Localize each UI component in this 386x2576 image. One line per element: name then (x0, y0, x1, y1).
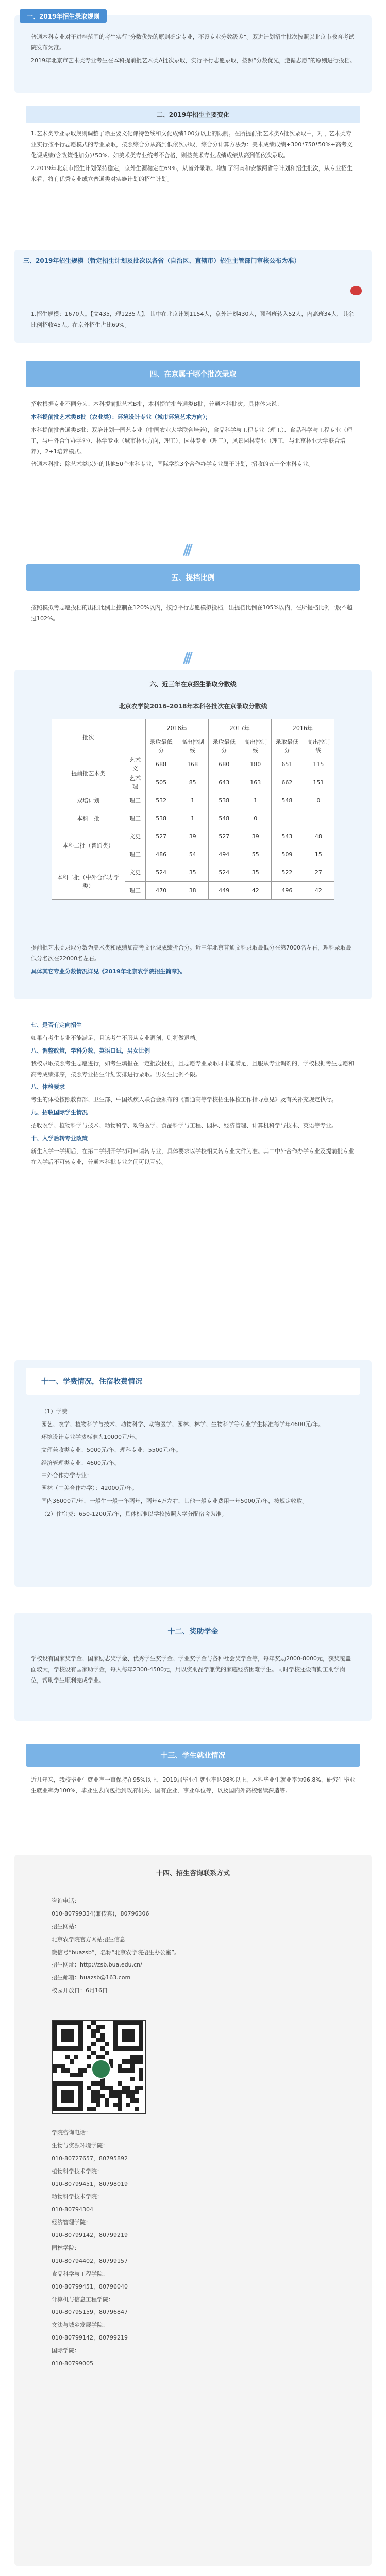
table-row (52, 809, 334, 827)
college-line: 文法与城乡发展学院： (52, 2321, 108, 2329)
qr-module (91, 2107, 95, 2111)
section-2-title (26, 106, 360, 123)
college-line: 010-80795159，80796847 (52, 2309, 128, 2316)
cell: 680 (208, 755, 240, 773)
qr-module (53, 2064, 57, 2068)
cell: 180 (240, 755, 271, 773)
qr-module (118, 2064, 122, 2068)
fee-line: （2）住宿费：650-1200元/年，具体标准以学校按照入学分配宿舍为准。 (41, 1511, 227, 1518)
qr-module (74, 2055, 78, 2059)
section-12-banner (26, 1618, 360, 1645)
cell-cat: 理工 (125, 809, 145, 827)
cell (303, 809, 334, 827)
qr-module (100, 2094, 104, 2098)
qr-module (100, 2025, 104, 2029)
qr-module (53, 2068, 57, 2072)
qr-module (100, 2033, 104, 2038)
college-line: 010-80794402，80799157 (52, 2257, 128, 2264)
section-6-banner-text: 六、近三年在京招生录取分数线 (149, 680, 237, 688)
cell-batch: 提前批艺术类 (52, 755, 125, 791)
item-title: 九、招收国际学生情况 (31, 1109, 88, 1116)
cell: 39 (177, 827, 208, 845)
cell: 27 (303, 863, 334, 882)
section-14-title (26, 1868, 360, 1880)
qr-module (87, 2046, 91, 2050)
college-line: 010-80794304 (52, 2206, 93, 2213)
cell: 0 (240, 809, 271, 827)
cell-cat: 文史 (125, 863, 145, 882)
qr-module (96, 2098, 100, 2103)
cell: 1 (177, 791, 208, 809)
qr-module (122, 2090, 126, 2094)
qr-module (96, 2025, 100, 2029)
cell: 509 (271, 845, 303, 863)
qr-module (70, 2059, 74, 2063)
college-line: 食品科学与工程学院： (52, 2270, 108, 2277)
qr-module (100, 2038, 104, 2042)
qr-module (91, 2029, 95, 2033)
qr-module (78, 2068, 82, 2072)
qr-module (87, 2086, 91, 2090)
section-7-text (31, 1020, 356, 1170)
table-title: 北京农学院2016-2018年本科各批次在京录取分数线 (119, 703, 267, 710)
contact-line: 北京农学院官方网站招生信息 (52, 1936, 125, 1943)
item-text: 招收农学、植物科学与技术、动物科学、动物医学、食品科学与工程、园林、经济管理、计算机科学与技术、英语等专业。 (31, 1122, 337, 1129)
header-min: 录取最低分 (271, 737, 303, 755)
contact-line: 校园开放日：6月16日 (52, 1987, 108, 1994)
scholarship-para: 学校设有国家奖学金、国家励志奖学金、优秀学生奖学金、学业奖学金与各种社会奖学金等，每年奖励2000-8000元，获奖覆盖面较大，学校设有国家助学金，每人每年2300-4500元，用以资助品学兼优的家庭经济困难学生。同时学校还设有勤工助学岗位，帮助学生顺利完成学业。 (31, 1655, 351, 1684)
qr-module (130, 2077, 135, 2081)
contact-line[interactable]: 招生邮箱：buazsb@163.com (52, 1974, 131, 1981)
college-line: 010-80799142，80799219 (52, 2232, 128, 2239)
section-5-text (31, 603, 356, 626)
qr-module (130, 2059, 135, 2063)
cell: 527 (145, 827, 177, 845)
section-5-banner (26, 564, 360, 591)
qr-module (139, 2059, 143, 2063)
section-3-title-text: 三、2019年招生规模（暂定招生计划及批次以各省（自治区、直辖市）招生主管部门审核公布为准） (23, 257, 300, 264)
slash-divider-icon: /// (183, 541, 190, 558)
qr-module (139, 2077, 143, 2081)
section-14-colleges (52, 2128, 340, 2371)
section-1-para: 普通本科专业对于进档范围的考生实行“分数优先的原则确定专业，不设专业分数级差”。双进计划招生批次按照以北京市教育考试院发布为准。 (31, 33, 355, 51)
qr-module (109, 2094, 113, 2098)
section-4-para: 招收根据专业不同分为：本科提前批艺术B批，本科提前批普通类B批，普通本科批次。具体体来说： (31, 401, 283, 408)
qr-module (91, 2094, 95, 2098)
college-line: 生物与资源环境学院： (52, 2142, 108, 2149)
qr-module (96, 2103, 100, 2107)
header-batch: 批次 (52, 719, 125, 755)
qr-module (122, 2059, 126, 2063)
qr-module (96, 2090, 100, 2094)
section-13-text (31, 1775, 356, 1799)
section-1-pill-text: 一、2019年招生录取规则 (27, 12, 100, 20)
contact-line[interactable]: 招生网址：http://zsb.bua.edu.cn/ (52, 1961, 142, 1969)
section-11-text (41, 1406, 350, 1522)
header-over: 高出控制线 (303, 737, 334, 755)
qr-module (135, 2090, 139, 2094)
college-line: 010-80799451，80798019 (52, 2180, 128, 2188)
cell: 688 (145, 755, 177, 773)
section-5-para: 按照模拟考志愿投档的出档比例上控制在120%以内，按照平行志愿模拟投档，出提档比例在105%以内，在所提档比例一般不超过102%。 (31, 604, 353, 622)
cell: 39 (240, 827, 271, 845)
qr-module (105, 2098, 109, 2103)
college-line: 经济管理学院： (52, 2219, 91, 2226)
qr-module (135, 2107, 139, 2111)
fee-line: 环境设计专业学费标准为10000元/年。 (41, 1433, 141, 1440)
cell: 1 (177, 809, 208, 827)
fee-line: 中外合作办学专业： (41, 1472, 92, 1479)
qr-code-icon (52, 2020, 146, 2114)
cell-cat: 艺术理 (125, 773, 145, 791)
cell: 48 (303, 827, 334, 845)
qr-module (130, 2055, 135, 2059)
section-3-text (31, 309, 356, 333)
cell-cat: 理工 (125, 845, 145, 863)
qr-module (139, 2073, 143, 2077)
qr-module (130, 2064, 135, 2068)
cell: 505 (145, 773, 177, 791)
contact-title: 十四、招生咨询联系方式 (156, 1870, 230, 1877)
fee-line: 经济管理类专业：4600元/年。 (41, 1459, 120, 1466)
qr-module (109, 2059, 113, 2063)
section-12-banner-text: 十二、奖助学金 (167, 1628, 219, 1636)
qr-logo-icon (91, 2059, 111, 2079)
college-line: 010-80799451，80796040 (52, 2283, 128, 2290)
item-title: 七、是否有定向招生 (31, 1022, 82, 1028)
contact-line: 咨询电话： (52, 1897, 80, 1904)
qr-module (126, 2068, 130, 2072)
cell-batch: 本科二批（普通类） (52, 827, 125, 863)
cell: 38 (177, 882, 208, 900)
cell: 651 (271, 755, 303, 773)
qr-module (135, 2086, 139, 2090)
qr-module (91, 2051, 95, 2055)
table-row (52, 755, 334, 773)
section-13-banner (26, 1744, 360, 1767)
cell: 524 (145, 863, 177, 882)
cell: 548 (271, 791, 303, 809)
cell: 54 (177, 845, 208, 863)
cell: 168 (177, 755, 208, 773)
header-over: 高出控制线 (177, 737, 208, 755)
item-text: 如果有考生专业不能满足，且该考生不服从专业调剂，则将做退档。 (31, 1034, 201, 1041)
qr-module (122, 2068, 126, 2072)
qr-module (130, 2090, 135, 2094)
section-4-banner (26, 361, 360, 387)
section-13-banner-text: 十三、学生就业情况 (160, 1752, 226, 1760)
table-header-row (52, 719, 334, 737)
cell: 538 (208, 791, 240, 809)
section-12-text (31, 1654, 356, 1688)
qr-module (126, 2086, 130, 2090)
cell: 543 (271, 827, 303, 845)
qr-module (100, 2086, 104, 2090)
qr-module (61, 2064, 65, 2068)
header-min: 录取最低分 (208, 737, 240, 755)
college-line: 动物科学技术学院： (52, 2193, 103, 2200)
cell: 35 (177, 863, 208, 882)
cell: 524 (208, 863, 240, 882)
qr-module (87, 2025, 91, 2029)
college-line: 园林学院： (52, 2245, 80, 2252)
qr-module (126, 2094, 130, 2098)
cell: 0 (303, 791, 334, 809)
qr-finder-mark (61, 2090, 74, 2103)
cell: 496 (271, 882, 303, 900)
section-2-title-text: 二、2019年招生主要变化 (156, 111, 230, 118)
cell: 85 (177, 773, 208, 791)
header-2017: 2017年 (208, 719, 271, 737)
fee-line: 国内36000元/年，一般生一般一年两年，两年4万左右，其他一般专业费用一年5000元/年，按规定收取。 (41, 1498, 308, 1505)
section-4-text (31, 399, 356, 472)
section-3-title (23, 255, 343, 267)
section-6-table-title (52, 701, 334, 713)
fee-line: （1）学费 (41, 1408, 68, 1415)
qr-module (113, 2094, 117, 2098)
qr-module (91, 2021, 95, 2025)
qr-module (130, 2068, 135, 2072)
qr-module (126, 2103, 130, 2107)
cell: 151 (303, 773, 334, 791)
header-2018: 2018年 (145, 719, 208, 737)
cell: 548 (208, 809, 240, 827)
qr-module (61, 2068, 65, 2072)
fee-line: 园艺、农学、植物科学与技术、动物科学、动物医学、园林、林学、生物科学等专业学生标准每学年4600元/年。 (41, 1420, 324, 1428)
score-table (52, 719, 334, 900)
table-row (52, 791, 334, 809)
qr-module (130, 2094, 135, 2098)
cell: 470 (145, 882, 177, 900)
section-1-text (31, 32, 356, 69)
qr-module (74, 2073, 78, 2077)
fee-line: 园林（中美合作办学）：42000元/年。 (41, 1485, 138, 1492)
qr-module (83, 2068, 87, 2072)
qr-module (96, 2055, 100, 2059)
cell: 1 (240, 791, 271, 809)
section-14-contact (52, 1896, 340, 1998)
cell: 35 (240, 863, 271, 882)
cell: 15 (303, 845, 334, 863)
qr-module (105, 2103, 109, 2107)
cell: 532 (145, 791, 177, 809)
qr-module (118, 2094, 122, 2098)
cell: 527 (208, 827, 240, 845)
cell: 522 (271, 863, 303, 882)
header-over: 高出控制线 (240, 737, 271, 755)
qr-finder-mark (122, 2029, 135, 2042)
section-4-para: 本科提前批普通类B批：双培计划一园艺专业（中国农业大学联合培养），食品科学与工程专业（理工）、食品科学与工程专业（理工，与中外合作办学外）、林学专业（城市林业方向，理工），园林专业（理工），风景园林专业（理工，与北京林业大学联合培养），2+1培养模式。 (31, 426, 353, 455)
employment-para: 近几年来，我校毕业生就业率一直保持在95%以上，2019届毕业生就业率达98%以上，本科毕业生就业率为96.8%，研究生毕业生就业率为100%，毕业生去向包括到政府机关、国有企业、事业单位等，以及国内外高校继续深造等。 (31, 1776, 355, 1794)
table-row (52, 863, 334, 882)
qr-module (105, 2086, 109, 2090)
item-text: 我校录取按照考生志愿进行，如考生填报在一定批次投档，且志愿专业录取时未能满足，且服从专业调剂的，学校根据考生志愿和高考成绩排序，按照专业招生计划安排进行录取。男女生比例不限。 (31, 1060, 354, 1078)
table-note-2: 具体其它专业分数情况详见《2019年北京农学院招生简章》。 (31, 968, 186, 975)
cell: 42 (240, 882, 271, 900)
qr-module (87, 2107, 91, 2111)
cell: 486 (145, 845, 177, 863)
cell-cat: 理工 (125, 791, 145, 809)
qr-module (118, 2103, 122, 2107)
qr-module (135, 2055, 139, 2059)
qr-module (139, 2068, 143, 2072)
qr-module (105, 2051, 109, 2055)
section-4-para: 本科提前批艺术类B批（农业类）：环境设计专业（城市环境艺术方向）； (31, 413, 211, 420)
qr-module (100, 2046, 104, 2050)
section-6-banner (26, 675, 360, 692)
cell: 42 (303, 882, 334, 900)
contact-line: 招生网站： (52, 1923, 80, 1930)
qr-module (91, 2042, 95, 2046)
cell: 494 (208, 845, 240, 863)
section-11-banner-text: 十一、学费情况，住宿收费情况 (41, 1378, 142, 1386)
qr-module (87, 2055, 91, 2059)
qr-module (139, 2055, 143, 2059)
qr-module (96, 2094, 100, 2098)
section-6-note (31, 943, 356, 979)
header-category (125, 719, 145, 755)
qr-module (113, 2103, 117, 2107)
cell (271, 809, 303, 827)
table-note: 提前批艺术类录取分数为美术类和成绩加高考文化课成绩折合分。近三年北京普通文科录取最低分在第7000名左右，理科录取最低分名次在22000名左右。 (31, 944, 351, 962)
qr-module (109, 2090, 113, 2094)
cell: 538 (145, 809, 177, 827)
slash-divider-icon: /// (183, 649, 190, 666)
qr-module (91, 2090, 95, 2094)
qr-module (135, 2059, 139, 2063)
qr-module (139, 2086, 143, 2090)
section-4-banner-text: 四、在京属于哪个批次录取 (149, 370, 237, 379)
cell-batch: 本科一批 (52, 809, 125, 827)
cell: 643 (208, 773, 240, 791)
qr-module (126, 2090, 130, 2094)
cell: 115 (303, 755, 334, 773)
cell-cat: 理工 (125, 882, 145, 900)
college-line: 010-80799142，80799219 (52, 2334, 128, 2342)
qr-module (122, 2086, 126, 2090)
college-line: 国际学院： (52, 2347, 80, 2354)
section-2-text (31, 129, 356, 187)
cell: 55 (240, 845, 271, 863)
table-row (52, 827, 334, 845)
qr-module (96, 2038, 100, 2042)
fee-line: 文理兼收类专业：5000元/年，理科专业：5500元/年。 (41, 1446, 182, 1453)
qr-module (126, 2059, 130, 2063)
section-2-para: 2.2019年北京市招生计划保持稳定，京外生源稳定在69%，从省外录取。增加了河南和安徽两省等计划和招生批次，从专业招生来看，将有优秀专业成立普通类对实施计划的招生计划。 (31, 164, 353, 182)
qr-module (87, 2064, 91, 2068)
ladybug-icon (350, 286, 362, 295)
item-title: 十、入学后转专业政策 (31, 1135, 88, 1142)
college-line: 010-80799005 (52, 2360, 93, 2367)
section-11-banner (26, 1368, 360, 1395)
college-line: 学院咨询电话： (52, 2129, 91, 2136)
cell-cat: 文史 (125, 827, 145, 845)
section-5-banner-text: 五、提档比例 (171, 574, 215, 582)
header-2016: 2016年 (271, 719, 334, 737)
qr-module (96, 2081, 100, 2085)
qr-module (109, 2086, 113, 2090)
section-2-para: 1.艺术类专业录取规则调整了除主要文化课特色线和文化成绩100分以上的限制。在所提前批艺术类A批次录取中，对于艺术类专业实行按平行志愿模式的专业录取，按照综合分从高到低依次录取，综合分计算方法为：美术成绩成绩÷300*750*50%+高考文化课成绩(含政策性加分)*50%。如美术类专业统考不合格，则按美术专业成绩成绩从高到低依次录取。 (31, 130, 353, 159)
cell: 163 (240, 773, 271, 791)
qr-module (96, 2029, 100, 2033)
qr-module (78, 2073, 82, 2077)
qr-module (91, 2033, 95, 2038)
contact-line: 010-80799334(兼传真)，80796306 (52, 1910, 149, 1917)
qr-module (118, 2107, 122, 2111)
cell-cat: 艺术文 (125, 755, 145, 773)
qr-module (70, 2073, 74, 2077)
qr-module (100, 2055, 104, 2059)
item-text: 考生的体检按照教育部、卫生部、中国残疾人联合会颁布的《普通高等学校招生体检工作指导意见》及有关补充规定执行。 (31, 1096, 337, 1104)
section-3-para: 1.招生规模：1670人。【文435，理1235人】，其中在北京计划1154人，京外计划430人，预科班转入52人，内高班34人，其余比例招收45人。在京外招生占比69%。 (31, 311, 354, 328)
qr-module (65, 2055, 70, 2059)
cell-batch: 本科二批（中外合作办学类） (52, 863, 125, 900)
qr-module (118, 2090, 122, 2094)
qr-module (65, 2068, 70, 2072)
college-line: 计算机与信息工程学院： (52, 2296, 114, 2303)
qr-module (100, 2081, 104, 2085)
college-line: 010-80727657，80795892 (52, 2155, 128, 2162)
qr-module (113, 2090, 117, 2094)
qr-finder-mark (61, 2029, 74, 2042)
cell: 449 (208, 882, 240, 900)
contact-line: 微信号“buazsb”，名称“北京农学院招生办公室”。 (52, 1948, 180, 1956)
qr-module (91, 2081, 95, 2085)
item-title: 八、体检要求 (31, 1083, 65, 1091)
cell-batch: 双培计划 (52, 791, 125, 809)
item-text: 新生入学一学期后，在第二学期开学初可申请转专业，具体要求以学校相关转专业文件为准。其中中外合作办学专业及提前批专业在入学后不可转专业，普通本科批专业之间可以互转。 (31, 1147, 354, 1165)
section-1-para: 2019年北京市艺术类专业考生在本科提前批艺术类A批次录取，实行平行志愿录取，按照“分数优先，遵循志愿”的原则进行投档。 (31, 57, 356, 64)
qr-module (130, 2098, 135, 2103)
cell: 662 (271, 773, 303, 791)
qr-module (118, 2081, 122, 2085)
college-line: 植物科学技术学院： (52, 2167, 103, 2175)
section-4-para: 普通本科批：除艺术类以外的其他50个本科专业，国际学院3个合作办学专业属于计划，招收的五十个本科专业。 (31, 461, 314, 468)
qr-module (118, 2068, 122, 2072)
qr-module (135, 2098, 139, 2103)
qr-module (105, 2042, 109, 2046)
qr-module (91, 2098, 95, 2103)
qr-module (57, 2064, 61, 2068)
section-1-pill (20, 9, 107, 23)
header-min: 录取最低分 (145, 737, 177, 755)
item-title: 八、调整政策，学科分数，英语口试，男女比例 (31, 1047, 150, 1054)
qr-module (118, 2098, 122, 2103)
